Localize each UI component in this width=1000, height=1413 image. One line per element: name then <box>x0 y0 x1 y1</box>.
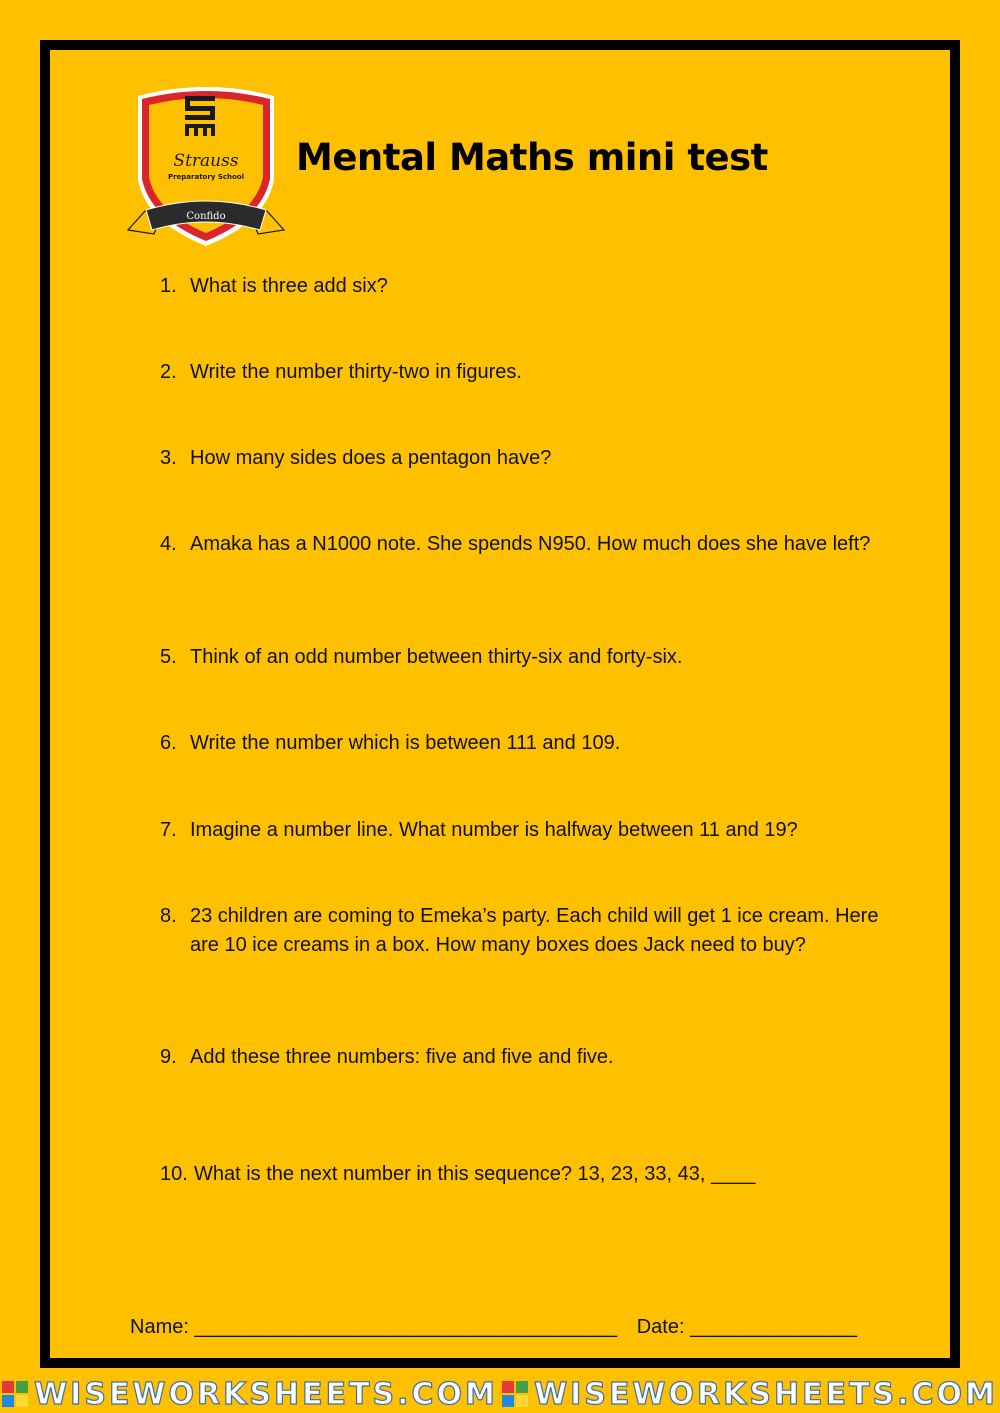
question-item <box>160 1043 880 1072</box>
question-item <box>160 530 880 559</box>
question-item <box>160 816 880 845</box>
question-item <box>160 1160 880 1189</box>
question-number: 4. <box>160 533 177 555</box>
watermark-text: WISEWORKSHEETS.COM <box>34 1376 498 1412</box>
question-text: Add these three numbers: five and five and five. <box>190 1046 614 1068</box>
worksheet-frame <box>40 40 960 1368</box>
watermark-group <box>2 1377 498 1412</box>
question-text: Think of an odd number between thirty-six and forty-six. <box>190 646 683 668</box>
watermark-text: WISEWORKSHEETS.COM <box>534 1376 998 1412</box>
question-text: What is the next number in this sequence? 13, 23, 33, 43, ____ <box>194 1163 756 1185</box>
question-item <box>160 643 880 672</box>
question-number: 1. <box>160 275 177 297</box>
watermark-banner <box>0 1375 1000 1413</box>
question-list <box>50 50 950 1358</box>
question-number: 3. <box>160 447 177 469</box>
question-text: What is three add six? <box>190 275 388 297</box>
question-item <box>160 272 880 301</box>
crest-motto: Confido <box>186 211 226 222</box>
question-number: 9. <box>160 1046 177 1068</box>
question-number: 7. <box>160 819 177 841</box>
question-item <box>160 358 880 387</box>
page-title: Mental Maths mini test <box>296 136 768 179</box>
question-number: 6. <box>160 732 177 754</box>
name-field-label: Name: ______________________________________ <box>130 1316 618 1338</box>
question-text: Imagine a number line. What number is halfway between 11 and 19? <box>190 819 798 841</box>
question-item <box>160 729 880 758</box>
question-text: How many sides does a pentagon have? <box>190 447 552 469</box>
question-number: 2. <box>160 361 177 383</box>
question-item <box>160 444 880 473</box>
crest-name: Strauss <box>173 151 239 171</box>
question-number: 5. <box>160 646 177 668</box>
watermark-logo-icon <box>502 1381 528 1407</box>
watermark-logo-icon <box>2 1381 28 1407</box>
crest-subtitle: Preparatory School <box>167 173 245 181</box>
question-text: 23 children are coming to Emeka’s party. Each child will get 1 ice cream. Here are 10 ice creams in a box. How many boxes does Jack need to buy? <box>190 905 879 956</box>
question-number: 10. <box>160 1163 188 1185</box>
question-text: Write the number which is between 111 and 109. <box>190 732 621 754</box>
question-text: Amaka has a N1000 note. She spends N950. How much does she have left? <box>190 533 871 555</box>
date-field-label: Date: _______________ <box>636 1316 857 1338</box>
question-item <box>160 902 880 960</box>
question-number: 8. <box>160 905 177 927</box>
student-info-footer <box>130 1316 857 1339</box>
watermark-group <box>502 1377 998 1412</box>
question-text: Write the number thirty-two in figures. <box>190 361 522 383</box>
